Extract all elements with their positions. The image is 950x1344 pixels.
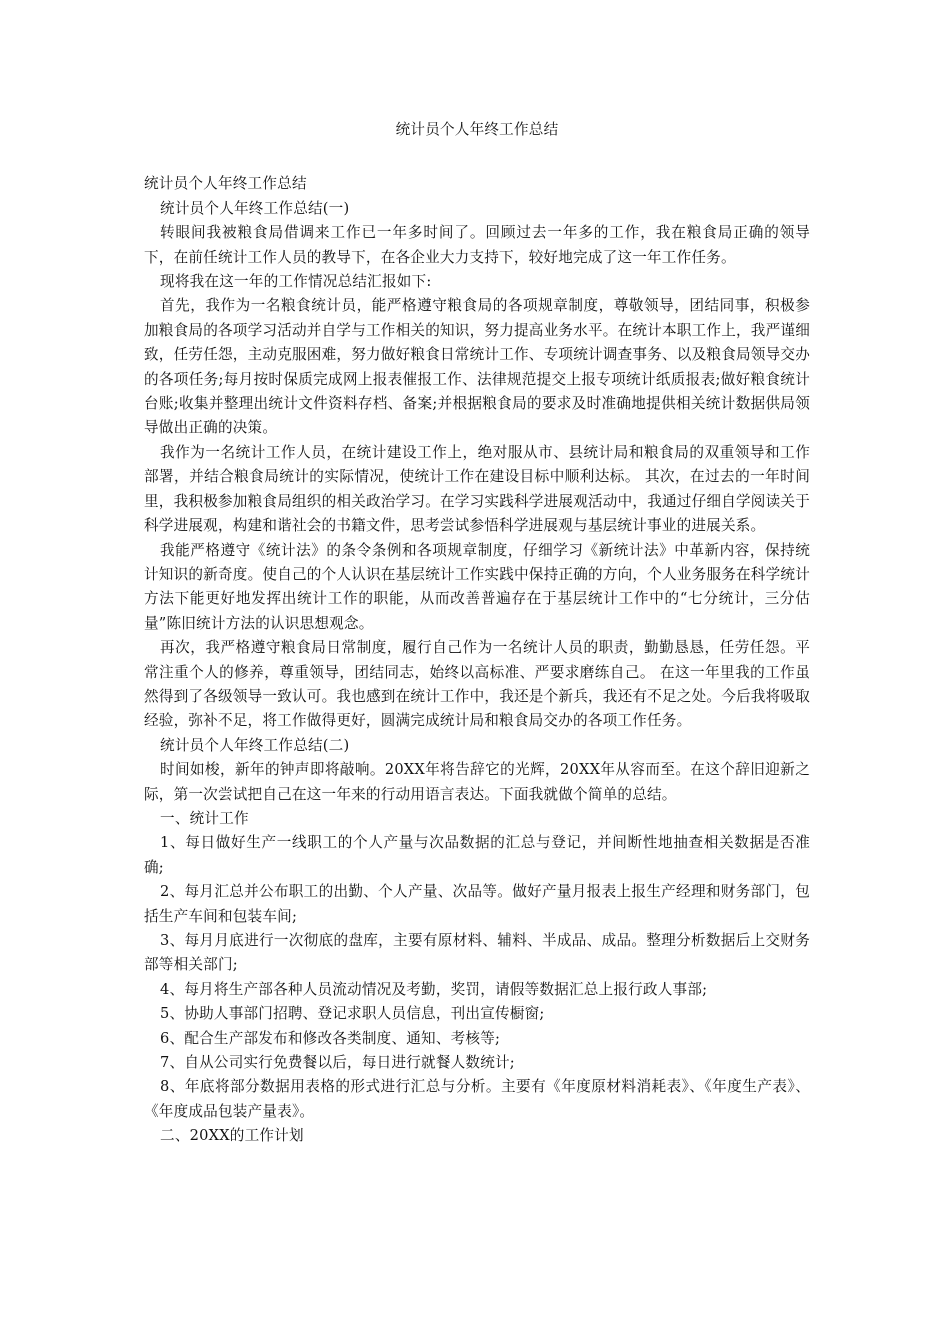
- list-item: 3、每月月底进行一次彻底的盘库，主要有原材料、辅料、半成品、成品。整理分析数据后上交财务部等相关部门;: [144, 932, 810, 974]
- list-item: 1、每日做好生产一线职工的个人产量与次品数据的汇总与登记，并间断性地抽查相关数据是否准确;: [144, 834, 810, 876]
- paragraph: 我能严格遵守《统计法》的条令条例和各项规章制度，仔细学习《新统计法》中革新内容，保持统计知识的新奇度。使自己的个人认识在基层统计工作实践中保持正确的方向，个人业务服务在科学统计方法下能更好地发挥出统计工作的职能，从而改善普遍存在于基层统计工作中的“七分统计，三分估量”陈旧统计方法的认识思想观念。: [144, 541, 810, 632]
- list-item: 8、年底将部分数据用表格的形式进行汇总与分析。主要有《年度原材料消耗表》、《年度生产表》、《年度成品包装产量表》。: [144, 1078, 810, 1120]
- list-item: 5、协助人事部门招聘、登记求职人员信息，刊出宣传橱窗;: [160, 1005, 545, 1023]
- paragraph: 我作为一名统计工作人员，在统计建设工作上，绝对服从市、县统计局和粮食局的双重领导和工作部署，并结合粮食局统计的实际情况，使统计工作在建设目标中顺利达标。 其次，在过去的一年时间里，我积极参加粮食局组织的相关政治学习。在学习实践科学进展观活动中，我通过仔细自学阅读关于科学进展观，构建和谐社会的书籍文件，思考尝试参悟科学进展观与基层统计事业的进展关系。: [144, 443, 810, 535]
- list-item: 7、自从公司实行免费餐以后，每日进行就餐人数统计;: [160, 1054, 515, 1072]
- paragraph: 现将我在这一年的工作情况总结汇报如下:: [160, 273, 432, 291]
- document-title: 统计员个人年终工作总结: [395, 121, 559, 138]
- section-1-title: 统计员个人年终工作总结(一): [160, 199, 350, 217]
- list-item: 4、每月将生产部各种人员流动情况及考勤，奖罚，请假等数据汇总上报行政人事部;: [160, 980, 708, 998]
- paragraph: 转眼间我被粮食局借调来工作已一年多时间了。回顾过去一年多的工作，我在粮食局正确的领导下，在前任统计工作人员的教导下，在各企业大力支持下，较好地完成了这一年工作任务。: [144, 224, 810, 266]
- section-2-title: 统计员个人年终工作总结(二): [160, 736, 350, 754]
- subheading-statistics-work: 一、统计工作: [160, 809, 249, 827]
- document-subtitle: 统计员个人年终工作总结: [144, 175, 307, 193]
- document-page: [144, 118, 810, 1149]
- list-item: 2、每月汇总并公布职工的出勤、个人产量、次品等。做好产量月报表上报生产经理和财务部门，包括生产车间和包装车间;: [144, 883, 810, 925]
- list-item: 6、配合生产部发布和修改各类制度、通知、考核等;: [160, 1029, 501, 1047]
- paragraph: 时间如梭，新年的钟声即将敲响。20XX年将告辞它的光辉，20XX年从容而至。在这个辞旧迎新之际，第一次尝试把自己在这一年来的行动用语言表达。下面我就做个简单的总结。: [144, 761, 810, 803]
- paragraph: 首先，我作为一名粮食统计员，能严格遵守粮食局的各项规章制度，尊敬领导，团结同事，积极参加粮食局的各项学习活动并自学与工作相关的知识，努力提高业务水平。在统计本职工作上，我严谨细致，任劳任怨，主动克服困难，努力做好粮食日常统计工作、专项统计调查事务、以及粮食局领导交办的各项任务;每月按时保质完成网上报表催报工作、法律规范提交上报专项统计纸质报表;做好粮食统计台账;收集并整理出统计文件资料存档、备案;并根据粮食局的要求及时准确地提供相关统计数据供局领导做出正确的决策。: [144, 297, 810, 437]
- paragraph: 再次，我严格遵守粮食局日常制度，履行自己作为一名统计人员的职责，勤勤恳恳，任劳任怨。平常注重个人的修养，尊重领导，团结同志，始终以高标准、严要求磨练自己。 在这一年里我的工作虽然得到了各级领导一致认可。我也感到在统计工作中，我还是个新兵，我还有不足之处。今后我将吸取经验，弥补不足，将工作做得更好，圆满完成统计局和粮食局交办的各项工作任务。: [144, 639, 810, 730]
- subheading-work-plan: 二、20XX的工作计划: [160, 1127, 304, 1145]
